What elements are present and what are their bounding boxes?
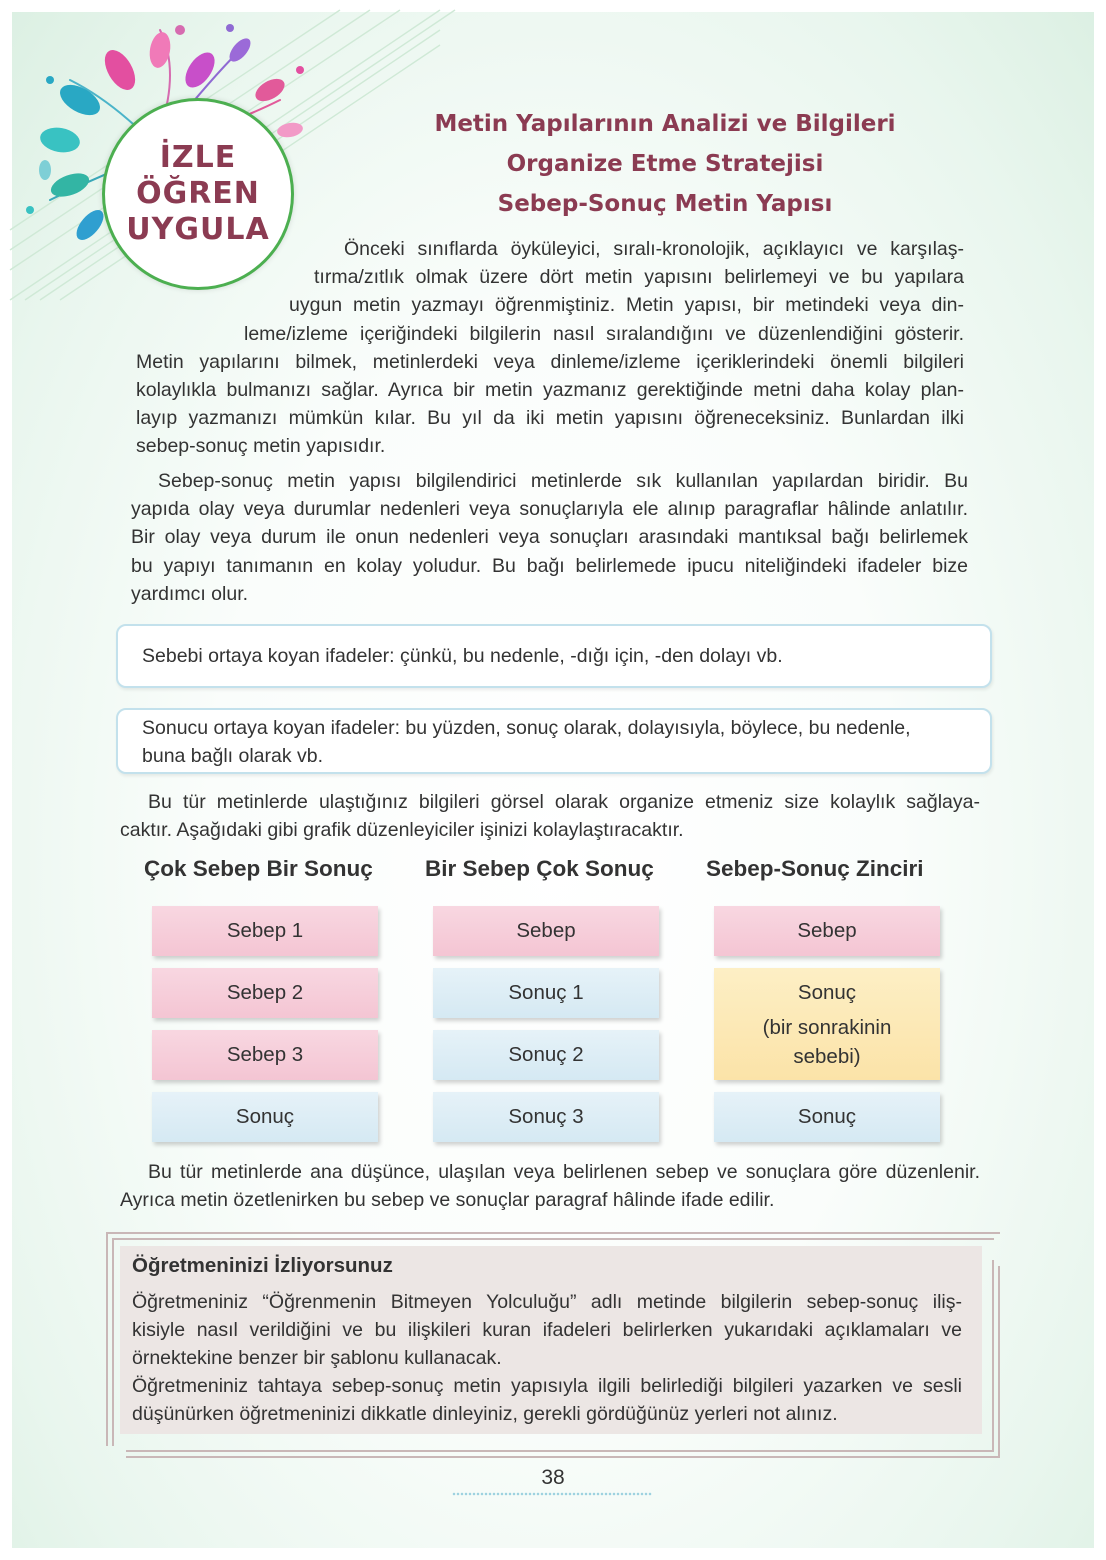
cause-expressions-box	[116, 624, 992, 688]
intro-line: sebep-sonuç metin yapısıdır.	[136, 435, 386, 458]
sticky-note-cause	[152, 968, 378, 1018]
paragraph-line: caktır. Aşağıdaki gibi grafik düzenleyiciler işinizi kolaylaştıracaktır.	[120, 819, 684, 842]
paragraph-line: Sebep-sonuç metin yapısı bilgilendirici metinlerde sık kullanılan yapılardan biridir. Bu	[158, 470, 968, 492]
result-expressions-box	[116, 708, 992, 774]
paragraph-line: Bu tür metinlerde ana düşünce, ulaşılan veya belirlenen sebep ve sonuçlara göre düzenlenir.	[148, 1161, 980, 1183]
paragraph-line: yardımcı olur.	[131, 582, 249, 605]
teacher-line: örnektekine benzer bir şablonu kullanacak.	[132, 1347, 502, 1369]
teacher-box-text	[132, 1288, 962, 1428]
teacher-line: Öğretmeniniz “Öğrenmenin Bitmeyen Yolculuğu” adlı metinde bilgilerin sebep-sonuç iliş-	[132, 1291, 962, 1313]
intro-line: uygun metin yazmayı öğrenmiştiniz. Metin yapısı, bir metindeki veya din-	[289, 294, 964, 317]
result-expressions-line-2: buna bağlı olarak vb.	[142, 745, 324, 767]
teacher-box-title: Öğretmeninizi İzliyorsunuz	[132, 1254, 393, 1277]
organizer-intro-paragraph	[0, 788, 1106, 844]
paragraph-line: Bir olay veya durum ile onun nedenleri veya sonuçları arasındaki mantıksal bağı belirlemek	[131, 526, 968, 549]
note-label: Sonuç	[797, 1105, 857, 1128]
sticky-note-result	[433, 1092, 659, 1142]
paragraph-line: Ayrıca metin özetlenirken bu sebep ve sonuçlar paragraf hâlinde ifade edilir.	[120, 1189, 775, 1212]
sticky-note-chain-result	[714, 968, 940, 1080]
note-label: Sebep	[797, 919, 857, 942]
intro-line: kolaylıkla bulmanızı sağlar. Ayrıca bir metin yazmanız gerektiğinde metni daha kolay plan-	[136, 379, 964, 402]
note-label: Sebep 3	[226, 1043, 304, 1066]
badge-line-3: UYGULA	[126, 212, 270, 247]
note-label: Sonuç	[797, 980, 857, 1004]
section-title-line-2: Organize Etme Stratejisi	[506, 151, 824, 177]
badge-line-2: ÖĞREN	[136, 176, 260, 211]
summary-paragraph	[0, 1158, 1106, 1214]
page-number-dots	[452, 1492, 652, 1496]
intro-line: layıp yazmanızı mümkün kılar. Bu yıl da iki metin yapısını öğreneceksiniz. Bunlardan ilki	[136, 407, 964, 430]
cause-effect-paragraph	[0, 467, 1106, 608]
sticky-note-cause	[714, 906, 940, 956]
paragraph-line: bu yapıyı tanımanın en kolay yoludur. Bu bağı belirlemede ipucu niteliğindeki ifadeler bize	[131, 554, 968, 577]
sticky-note-result	[433, 968, 659, 1018]
teacher-line: düşünürken öğretmeninizi dikkatle dinleyiniz, gerekli gördüğünüz yerleri not alınız.	[132, 1403, 838, 1425]
section-title-line-1: Metin Yapılarının Analizi ve Bilgileri	[434, 111, 896, 137]
sticky-note-result	[152, 1092, 378, 1142]
intro-line: Metin yapılarını bilmek, metinlerdeki veya dinleme/izleme içeriklerindeki önemli bilgileri	[136, 350, 964, 373]
teacher-line: Öğretmeniniz tahtaya sebep-sonuç metin yapısıyla ilgili belirlediği bilgileri yazarken ve sesli	[132, 1375, 962, 1397]
intro-line: Önceki sınıflarda öyküleyici, sıralı-kronolojik, açıklayıcı ve karşılaş-	[344, 238, 964, 260]
teacher-watching-box	[120, 1246, 982, 1434]
note-label: Sonuç 2	[508, 1043, 584, 1066]
sticky-note-cause	[433, 906, 659, 956]
organizer-heading-chain: Sebep-Sonuç Zinciri	[706, 856, 924, 881]
note-sublabel: sebebi)	[793, 1044, 861, 1068]
organizer-heading-many-results: Bir Sebep Çok Sonuç	[425, 856, 654, 881]
cause-expressions-text: Sebebi ortaya koyan ifadeler: çünkü, bu nedenle, -dığı için, -den dolayı vb.	[142, 645, 783, 667]
note-label: Sonuç 1	[508, 981, 584, 1004]
note-label: Sonuç 3	[508, 1105, 584, 1128]
badge-line-1: İZLE	[159, 140, 237, 175]
note-sublabel: (bir sonrakinin	[762, 1015, 892, 1039]
sticky-note-cause	[152, 906, 378, 956]
note-label: Sebep 1	[226, 919, 304, 942]
page-number: 38	[541, 1466, 565, 1489]
note-label: Sebep	[516, 919, 576, 942]
paragraph-line: yapıda olay veya durumlar nedenleri veya sonuçlarıyla ele alınıp paragraflar hâlinde anlatılır.	[131, 498, 968, 521]
sticky-note-result	[433, 1030, 659, 1080]
note-label: Sebep 2	[226, 981, 304, 1004]
teacher-line: kisiyle nasıl verildiğini ve bu ilişkileri kuran ifadeleri belirlerken yukarıdaki açıklamaları ve	[132, 1319, 962, 1341]
intro-paragraph	[0, 235, 1106, 461]
result-expressions-line-1: Sonucu ortaya koyan ifadeler: bu yüzden, sonuç olarak, dolayısıyla, böylece, bu nedenle,	[142, 717, 911, 739]
intro-line: tırma/zıtlık olmak üzere dört metin yapısını belirlemeyi ve bu yapılara	[314, 266, 964, 289]
organizer-heading-many-causes: Çok Sebep Bir Sonuç	[144, 856, 373, 881]
paragraph-line: Bu tür metinlerde ulaştığınız bilgileri görsel olarak organize etmeniz size kolaylık sağlaya-	[148, 791, 980, 813]
sticky-note-cause	[152, 1030, 378, 1080]
intro-line: leme/izleme içeriğindeki bilgilerin nasıl sıralandığını ve düzenlendiğini gösterir.	[244, 322, 964, 345]
note-label: Sonuç	[235, 1105, 295, 1128]
section-title-line-3: Sebep-Sonuç Metin Yapısı	[497, 191, 833, 217]
sticky-note-result	[714, 1092, 940, 1142]
